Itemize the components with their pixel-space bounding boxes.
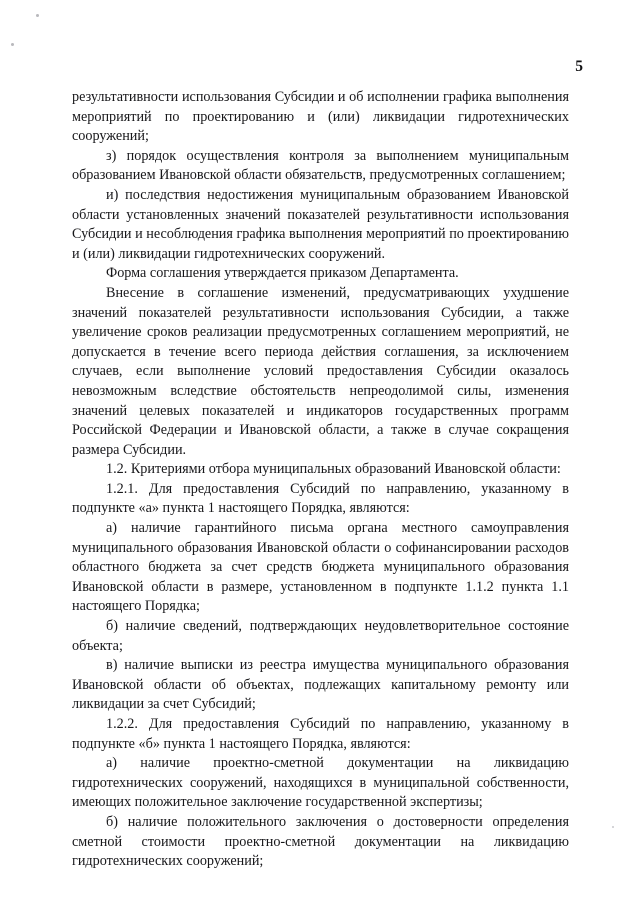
paragraph: Форма соглашения утверждается приказом Департамента.	[106, 265, 459, 282]
paragraph: 1.2.1. Для предоставления Субсидий по направлению, указанному в подпункте «а» пункта 1 настоящего Порядка, являются:	[72, 480, 569, 517]
paragraph: б) наличие положительного заключения о достоверности определения сметной стоимости проектно-сметной документации на ликвидацию гидротехнических сооружений;	[72, 813, 569, 870]
page-number: 5	[575, 58, 583, 75]
scan-speck-icon	[11, 43, 14, 46]
paragraph: 1.2.2. Для предоставления Субсидий по направлению, указанному в подпункте «б» пункта 1 настоящего Порядка, являются:	[72, 716, 569, 752]
paragraph: результативности использования Субсидии и об исполнении графика выполнения мероприятий по проектированию и (или) ликвидации гидротехнических сооружений;	[72, 89, 569, 145]
paragraph: з) порядок осуществления контроля за выполнением муниципальным образованием Ивановской области обязательств, предусмотренных соглашением;	[72, 147, 569, 184]
paragraph: Внесение в соглашение изменений, предусматривающих ухудшение значений показателей результативности использования Субсидии, а также увеличение сроков реализации предусмотренных соглашением мероприятий, не допускается в течение всего периода действия соглашения, за исключением случаев, если выполнение условий предоставления Субсидии оказалось невозможным вследствие обстоятельств непреодолимой силы, изменения значений целевых показателей и индикаторов государственных программ Российской Федерации и Ивановской области, а также в случае сокращения размера Субсидии.	[72, 284, 569, 458]
paragraph: в) наличие выписки из реестра имущества муниципального образования Ивановской области об объектах, подлежащих капитальному ремонту или ликвидации за счет Субсидий;	[72, 657, 569, 713]
paragraph: б) наличие сведений, подтверждающих неудовлетворительное состояние объекта;	[72, 618, 569, 654]
paragraph: а) наличие проектно-сметной документации на ликвидацию гидротехнических сооружений, находящихся в муниципальной собственности, имеющих положительное заключение государственной экспертизы;	[72, 755, 569, 811]
scan-speck-icon	[36, 14, 39, 17]
paragraph: 1.2. Критериями отбора муниципальных образований Ивановской области:	[106, 461, 561, 478]
paragraph: а) наличие гарантийного письма органа местного самоуправления муниципального образования Ивановской области о софинансировании расходов областного бюджета за счет средств бюджета муниципального образования Ивановской области в размере, установленном в подпункте 1.1.2 пункта 1.1 настоящего Порядка;	[72, 520, 569, 615]
document-body	[72, 88, 569, 872]
scan-speck-icon	[612, 826, 614, 828]
paragraph: и) последствия недостижения муниципальным образованием Ивановской области установленных значений показателей результативности использования Субсидии и несоблюдения графика выполнения мероприятий по проектированию и (или) ликвидации гидротехнических сооружений.	[72, 186, 569, 262]
